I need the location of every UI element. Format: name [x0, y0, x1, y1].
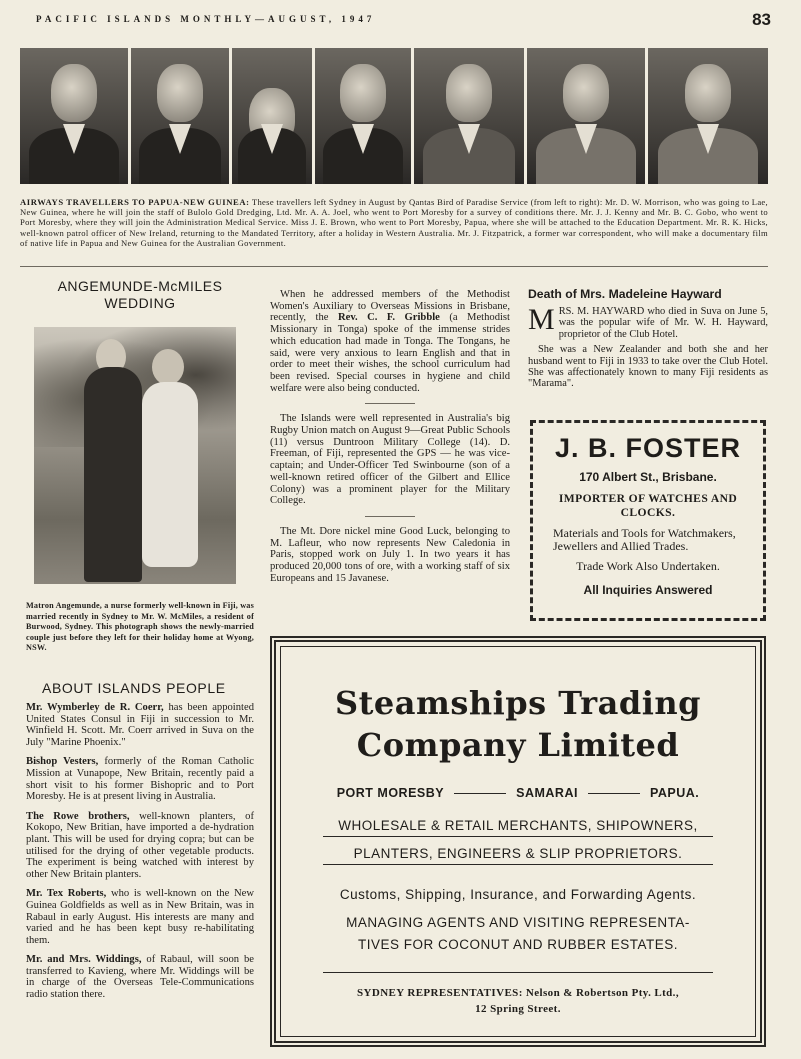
- importer-line: IMPORTER OF WATCHES AND CLOCKS.: [558, 492, 738, 519]
- advertiser-address: 170 Albert St., Brisbane.: [579, 470, 717, 484]
- location-port-moresby: PORT MORESBY: [336, 786, 445, 800]
- death-paragraph: [528, 303, 768, 340]
- person-name: The Rowe brothers,: [26, 810, 130, 822]
- services-line: Customs, Shipping, Insurance, and Forwarding Agents.: [339, 887, 697, 902]
- list-item: [26, 888, 254, 946]
- advertiser-name: J. B. FOSTER: [554, 433, 742, 463]
- wedding-title-line2: WEDDING: [104, 295, 176, 311]
- drop-cap: M: [528, 303, 555, 336]
- traveller-portrait: [315, 48, 411, 184]
- traveller-portrait: [20, 48, 128, 184]
- traveller-portrait: [131, 48, 229, 184]
- caption-lead: AIRWAYS TRAVELLERS TO PAPUA-NEW GUINEA:: [20, 197, 250, 207]
- wedding-title-line1: ANGEMUNDE-McMILES: [57, 278, 223, 294]
- paragraph-divider: [365, 403, 415, 404]
- list-item: [26, 702, 254, 748]
- death-notice: [528, 303, 768, 390]
- person-name: Bishop Vesters,: [26, 756, 99, 768]
- list-item: [26, 756, 254, 802]
- wedding-title: [30, 278, 250, 312]
- person-name: Mr. and Mrs. Widdings,: [26, 954, 142, 966]
- services-line-a: MANAGING AGENTS AND VISITING REPRESENTA-: [346, 915, 690, 930]
- person-name: Mr. Tex Roberts,: [26, 888, 107, 900]
- person-name: Mr. Wymberley de R. Coerr,: [26, 702, 164, 713]
- item-text: formerly of the Roman Catholic Mission at Vunapope, New Britain, recently paid a short visit to his former Bishopric and to Port Moresby. He is at present living in Australia.: [26, 756, 255, 803]
- running-head: PACIFIC ISLANDS MONTHLY—AUGUST, 1947: [36, 14, 376, 24]
- traveller-portrait: [527, 48, 645, 184]
- inquiries-line: All Inquiries Answered: [583, 583, 713, 597]
- steamships-advertisement: [270, 636, 766, 1047]
- nickel-mine-paragraph: The Mt. Dore nickel mine Good Luck, belonging to M. Lafleur, who now represents New Caledonia in Paris, stopped work on July 1. In two years it has produced 20,000 tons of ore, with a working staff of six Europeans and 15 Javanese.: [270, 525, 510, 584]
- traveller-portrait: [648, 48, 768, 184]
- death-notice-title: Death of Mrs. Madeleine Hayward: [528, 287, 722, 301]
- news-column: [270, 289, 510, 584]
- wedding-caption: Matron Angemunde, a nurse formerly well-known in Fiji, was married recently in Sydney to Mr. W. McMiles, a resident of Burwood, Sydney. This photograph shows the newly-married couple just before they left for their holiday home at Wyong, NSW.: [26, 601, 254, 653]
- paragraph-text: RS. M. HAYWARD who died in Suva on June 5, was the popular wife of Mr. W. H. Hayward, proprietor of the Club Hotel.: [558, 306, 768, 340]
- services-line: WHOLESALE & RETAIL MERCHANTS, SHIPOWNERS,: [338, 818, 698, 833]
- paragraph-divider: [365, 516, 415, 517]
- list-item: [26, 954, 254, 1000]
- death-paragraph: She was a New Zealander and both she and her husband went to Fiji in 1933 to take over the Club Hotel. She was affectionately known to many Fiji residents as "Marama".: [528, 344, 768, 390]
- trade-work-line: Trade Work Also Undertaken.: [576, 559, 720, 573]
- traveller-photo-strip: [20, 48, 768, 184]
- caption-text: These travellers left Sydney in August by Qantas Bird of Paradise Service (from left to right): Mr. D. W. Morrison, who was going to Lae, New Guinea, where he will join the staff of Bulolo Gold Dredging, Ltd. Mr. A. A. Joel, who went to Port Moresby for a survey of conditions there. Mr. J. J. Kenny and Mr. B. C. Gobo, who went to Port Moresby, where they will join the Administration Medical Service. Miss J. E. Brown, who went to Port Moresby, Papua, where she will be attached to the Education Department. Mr. R. K. Hicks, well-known patrol officer of New Ireland, returning to the Mandated Territory, after a holiday in Western Australia. Mr. J. Fitzpatrick, a former war correspondent, who will make a documentary film of native life in Papua and New Guinea for the Australian Government.: [20, 197, 768, 248]
- rugby-paragraph: The Islands were well represented in Australia's big Rugby Union match on August 9—Great Public Schools (11) versus Duntroon Military College (14). D. Freeman, of Fiji, represented the GPS — he was vice-captain; and Under-Officer Ted Swinbourne (son of a well-known retired officer of the Gilbert and Ellice Colony) was a prominent player for the Military College.: [270, 413, 510, 507]
- item-text: well-known planters, of Kokopo, New Britian, have imported a de-hydration plant. This will be used for drying copra; but can be utilised for the drying of other vegetable products. The experiment is being watched with interest by other New Britain planters.: [26, 810, 254, 880]
- location-papua: PAPUA.: [649, 786, 700, 800]
- representatives-line: SYDNEY REPRESENTATIVES: Nelson & Robertson Pty. Ltd.,: [356, 987, 679, 999]
- person-name: Rev. C. F. Gribble: [337, 312, 440, 324]
- wedding-photo: [34, 327, 236, 584]
- company-name-line2: Company Limited: [356, 726, 680, 764]
- services-line: PLANTERS, ENGINEERS & SLIP PROPRIETORS.: [353, 846, 683, 861]
- company-name-line1: Steamships Trading: [334, 684, 702, 722]
- ad-inner-border: [280, 646, 756, 1037]
- location-samarai: SAMARAI: [516, 786, 578, 800]
- about-islands-people: [26, 702, 254, 1009]
- item-text: of Rabaul, will soon be transferred to Kavieng, where Mr. Widdings will be in charge of the Overseas Tele-Communications radio station there.: [26, 954, 255, 1001]
- traveller-caption: [20, 197, 768, 248]
- traveller-portrait: [232, 48, 312, 184]
- materials-line: Materials and Tools for Watchmakers, Jewellers and Allied Trades.: [553, 526, 736, 553]
- paragraph-text: (a Methodist Missionary in Tonga) spoke of the immense strides which education had made in Tonga. The Tongans, he said, were very anxious to learn English and that in order to meet their wishes, the school curriculum had been revised. Special courses in hygiene and child welfare were also being conducted.: [270, 312, 510, 394]
- page-number: 83: [752, 10, 771, 29]
- about-islands-people-title: ABOUT ISLANDS PEOPLE: [42, 680, 226, 696]
- gribble-paragraph: [270, 289, 510, 394]
- services-line-b: TIVES FOR COCONUT AND RUBBER ESTATES.: [357, 937, 679, 952]
- traveller-portrait: [414, 48, 524, 184]
- item-text: has been appointed United States Consul in Fiji in succession to Mr. Winfield H. Scott. Mr. Coerr arrived in Suva on the July "Marine Phoenix.": [26, 702, 254, 748]
- item-text: who is well-known on the New Guinea Goldfields as well as in New Britain, was in Rabaul in early August. His interests are many and varied and he has been kept busy re-habilitating them.: [26, 888, 254, 946]
- paragraph-text: When he addressed members of the Methodist Women's Auxiliary to Overseas Missions in Brisbane, recently, the: [270, 289, 510, 324]
- foster-advertisement: [530, 420, 766, 621]
- representatives-street: 12 Spring Street.: [475, 1003, 561, 1015]
- section-divider: [20, 266, 768, 267]
- list-item: [26, 811, 254, 881]
